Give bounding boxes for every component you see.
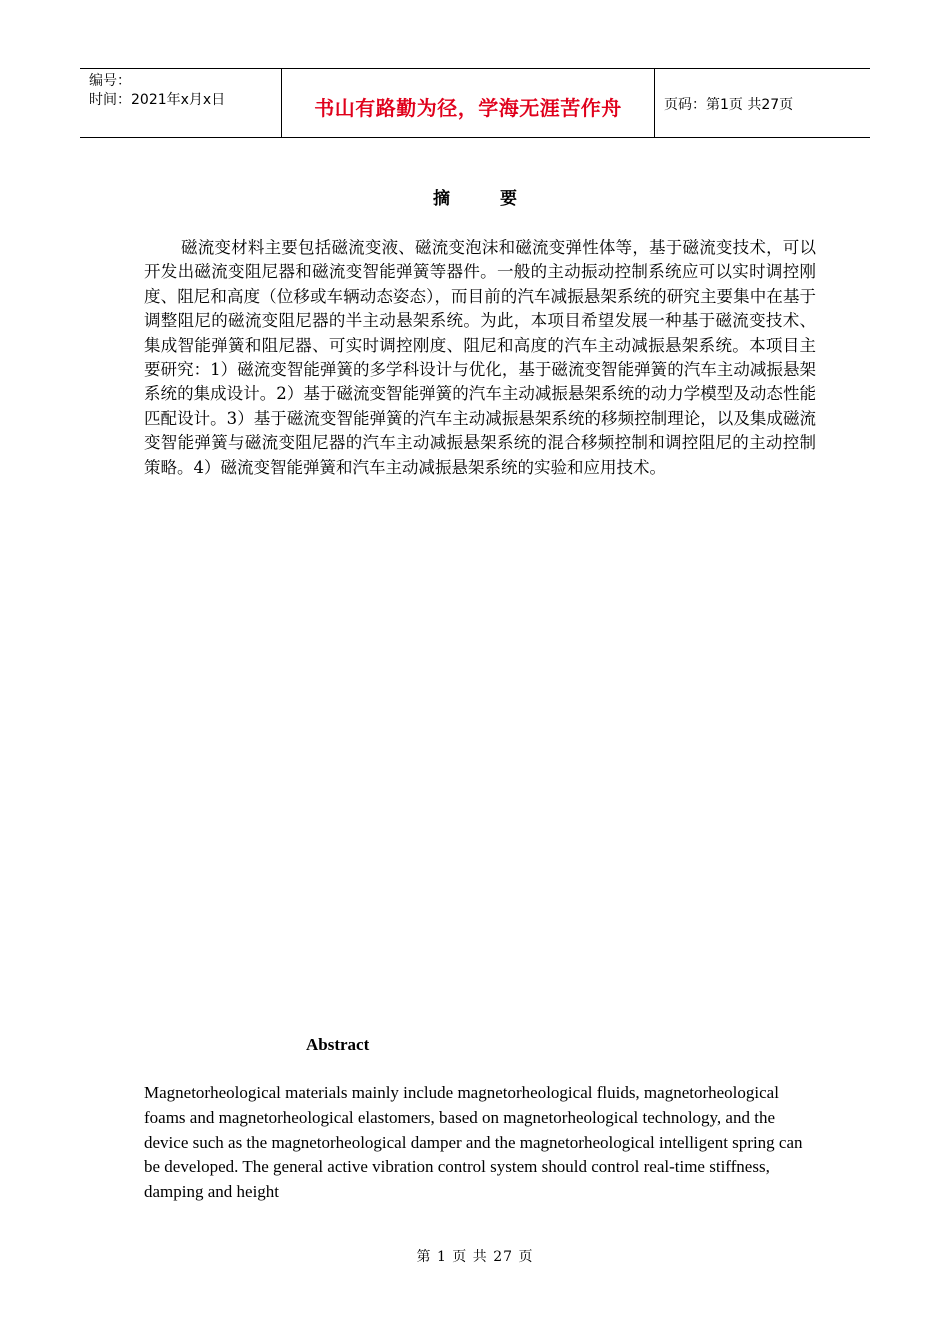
header-page-cell (655, 69, 870, 137)
header-table (80, 68, 870, 138)
abstract-cn-body: 磁流变材料主要包括磁流变液、磁流变泡沫和磁流变弹性体等，基于磁流变技术，可以开发出磁流变阻尼器和磁流变智能弹簧等器件。一般的主动振动控制系统应可以实时调控刚度、阻尼和高度（位移或车辆动态姿态），而目前的汽车减振悬架系统的研究主要集中在基于调整阻尼的磁流变阻尼器的半主动悬架系统。为此，本项目希望发展一种基于磁流变技术、集成智能弹簧和阻尼器、可实时调控刚度、阻尼和高度的汽车主动减振悬架系统。本项目主要研究：1）磁流变智能弹簧的多学科设计与优化，基于磁流变智能弹簧的汽车主动减振悬架系统的集成设计。2）基于磁流变智能弹簧的汽车主动减振悬架系统的动力学模型及动态性能匹配设计。3）基于磁流变智能弹簧的汽车主动减振悬架系统的移频控制理论，以及集成磁流变智能弹簧与磁流变阻尼器的汽车主动减振悬架系统的混合移频控制和调控阻尼的主动控制策略。4）磁流变智能弹簧和汽车主动减振悬架系统的实验和应用技术。 (144, 238, 816, 477)
header-page-info: 页码：第1页 共27页 (664, 97, 794, 113)
header-motto-cell (282, 69, 655, 137)
header-meta-cell (80, 69, 282, 137)
header-motto: 书山有路勤为径，学海无涯苦作舟 (314, 96, 622, 120)
document-time-label: 时间：2021年x月x日 (89, 92, 226, 108)
abstract-en-body: Magnetorheological materials mainly include magnetorheological fluids, magnetorheological foams and magnetorheological elastomers, based on magnetorheological technology, and the device such as the magnetorheological damper and the magnetorheological intelligent spring can be developed. The general active vibration control system should control real-time stiffness, damping and height (144, 1083, 803, 1202)
abstract-cn-title: 摘 要 (433, 189, 539, 209)
abstract-en-title: Abstract (306, 1035, 370, 1054)
page-footer: 第 1 页 共 27 页 (416, 1249, 534, 1265)
document-number-label: 编号： (89, 73, 131, 89)
